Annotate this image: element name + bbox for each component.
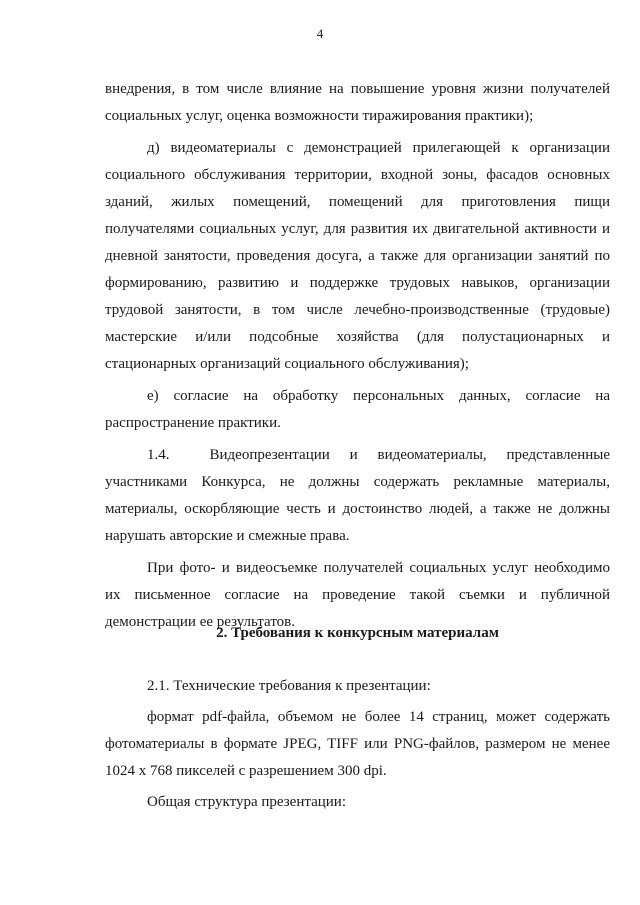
section-2-body: [105, 673, 610, 816]
page-number: 4: [316, 26, 324, 41]
paragraph-2-1: 2.1. Технические требования к презентации:: [147, 678, 431, 694]
document-body: [105, 76, 610, 636]
paragraph-item-e: е) согласие на обработку персональных данных, согласие на распространение практики.: [105, 388, 610, 431]
paragraph-1-4-text: Видеопрезентации и видеоматериалы, представленные участниками Конкурса, не должны содержать рекламные материалы, материалы, оскорбляющие честь и достоинство людей, а также не должны нарушать авторские и смежные права.: [105, 447, 610, 544]
section-heading: 2. Требования к конкурсным материалам: [216, 625, 499, 641]
paragraph-1-4-number: 1.4.: [147, 447, 170, 463]
paragraph-1-4: [105, 442, 610, 550]
paragraph-continuation: внедрения, в том числе влияние на повышение уровня жизни получателей социальных услуг, оценка возможности тиражирования практики);: [105, 81, 610, 124]
paragraph-format: формат pdf-файла, объемом не более 14 страниц, может содержать фотоматериалы в формате JPEG, TIFF или PNG-файлов, размером не менее 1024 х 768 пикселей с разрешением 300 dpi.: [105, 709, 610, 779]
paragraph-structure: Общая структура презентации:: [147, 794, 346, 810]
paragraph-item-d: д) видеоматериалы с демонстрацией прилегающей к организации социального обслуживания территории, входной зоны, фасадов основных зданий, жилых помещений, помещений для приготовления пищи получателями социальных услуг, для развития их двигательной активности и дневной занятости, проведения досуга, а также для организации занятий по формированию, развитию и поддержке трудовых навыков, организации трудовой занятости, в том числе лечебно-производственные (трудовые) мастерские и/или подсобные хозяйства (для полустационарных и стационарных организаций социального обслуживания);: [105, 140, 610, 372]
paragraph-consent: При фото- и видеосъемке получателей социальных услуг необходимо их письменное согласие на проведение такой съемки и публичной демонстрации ее результатов.: [105, 560, 610, 630]
